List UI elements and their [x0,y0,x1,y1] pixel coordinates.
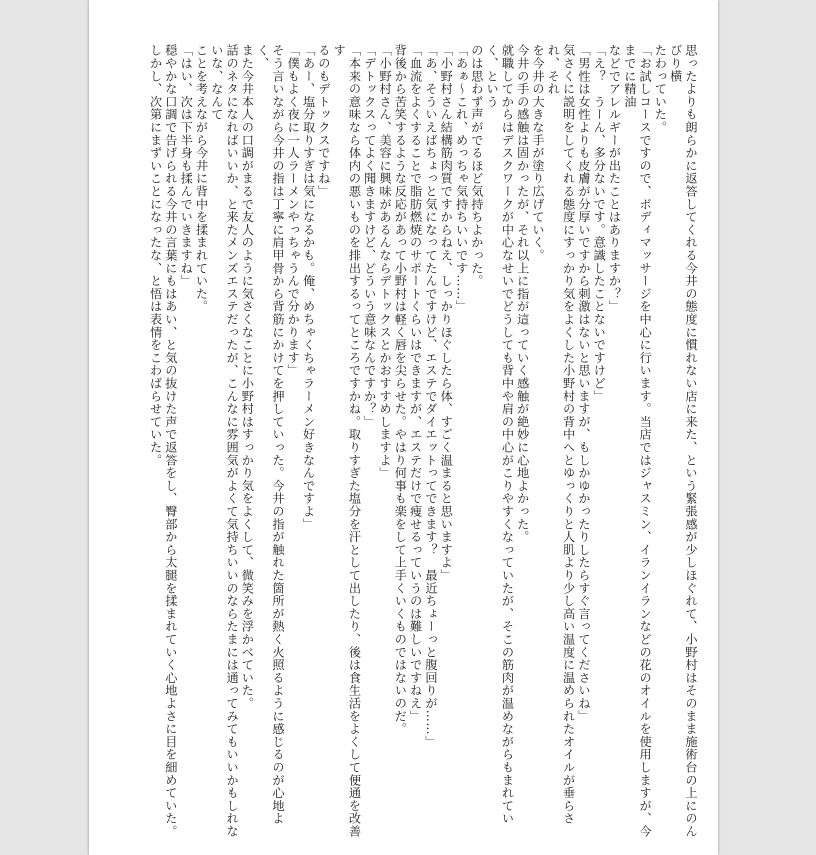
document-page [89,0,718,855]
text-line: ことを考えながら今井に背中を揉まれていた。 [194,44,209,313]
text-line: 「小野村さん、美容に興味があるんならデトックスとかおすすめしますよ」 [378,44,393,480]
text-line: たわっていた。 [653,44,668,134]
text-line: 「お試しコースですので、ボディマッサージを中心に行います。当店ではジャスミン、イランイランなどの花のオイルを使用しますが、今までに精油 [622,44,653,838]
text-line: などでアレルギーが出たことはありますか？」 [607,44,622,313]
text-line: 穏やかな口調で告げられる今井の言葉にもはあい、と気の抜けた声で返答をし、臀部から太腿を揉まれていく心地よさに目を細めていた。 [163,44,178,838]
text-line: 「はい、次は下半身も揉んでいきますね」 [179,44,194,288]
text-line: 「僕もよく夜に一人ラーメンやっちゃうんで分かります」 [286,44,301,377]
text-line: 「あー、塩分取りすぎは気になるかも。俺、めちゃくちゃラーメン好きなんですよ」 [301,44,316,531]
text-line: 就職してからはデスクワークが中心なせいでどうしても背中や肩の中心がこりやすくなっていたが、そこの筋肉が温めながらもまれていく、という [485,44,515,825]
text-line: 話のネタになればいいか、と来たメンズエステだったが、こんなに雰囲気がよくて気持ちいいのならたまには通ってみてもいいかもしれないな、なんて [209,44,240,838]
text-line: 背後から苦笑するような反応があって小野村は軽く唇を尖らせた。やはり何事も楽をして上手くいくものではないのだ。 [393,44,408,736]
text-line: そう言いながら今井の指は丁寧に肩甲骨から背筋にかけてを押していった。今井の指が触れた箇所が熱く火照るように感じるのが心地よく、 [255,44,285,825]
text-line: のは思わず声がでるほど気持ちよかった。 [469,44,484,288]
body-text [108,44,698,844]
text-line: また今井本人の口調がまるで友人のように気さくなことに小野村はすっかり気をよくして、微笑みを浮かべていた。 [240,44,255,710]
text-line: 気さくに説明をしてくれる態度にすっかり気をよくした小野村の背中へとゆっくりと人肌より少し高い温度に温められたオイルが垂らされ、それ [546,44,576,825]
text-line: 「小野村さん結構筋肉質ですからねえ、しっかりほぐしたら体、すごく温まると思いますよ」 [439,44,454,582]
text-line: 「あぁ～これ、めっちゃ気持ちいいです……」 [454,44,469,313]
text-line: 「え？ うーん、多分ないです。意識したことないですけど」 [592,44,607,403]
text-line: るのもデトックスですね」 [316,44,331,198]
text-line: しかし、次第にまずいことになったな、と悟は表情をこわばらせていた。 [148,44,163,467]
text-line: 今井の手の感触は固かったが、それ以上に指が這っていく感触が絶妙に心地よかった。 [515,44,530,544]
text-line: 「男性は女性よりも皮膚が分厚いですから刺激はないと思いますが、もしかゆかったりしたらすぐ言ってくださいね」 [576,44,591,723]
text-line: を今井の大きな手が塗り広げていく。 [531,44,546,262]
text-line: 「デトックスってよく聞きますけど、どういう意味なんですか？」 [362,44,377,428]
text-line: 思ったよりも朗らかに返答してくれる今井の態度に慣れない店に来た、という緊張感が少しほぐれて、小野村はそのまま施術台の上にのんびり横 [668,44,698,838]
text-line: 「あ、そういえばちょっと気になってたんですけど、エステでダイエットってできます？ 最近ちょーっと腹回りが……」 [423,44,438,748]
text-line: 「本来の意味なら体内の悪いものを排出するってところですかね。取りすぎた塩分を汗として出したり、後は食生活をよくして便通を改善す [332,44,362,838]
text-line: 「血流をよくすることで脂肪燃焼のサポートくらいはできますが、エステだけで痩せるっていうのは難しいですねえ」 [408,44,423,723]
